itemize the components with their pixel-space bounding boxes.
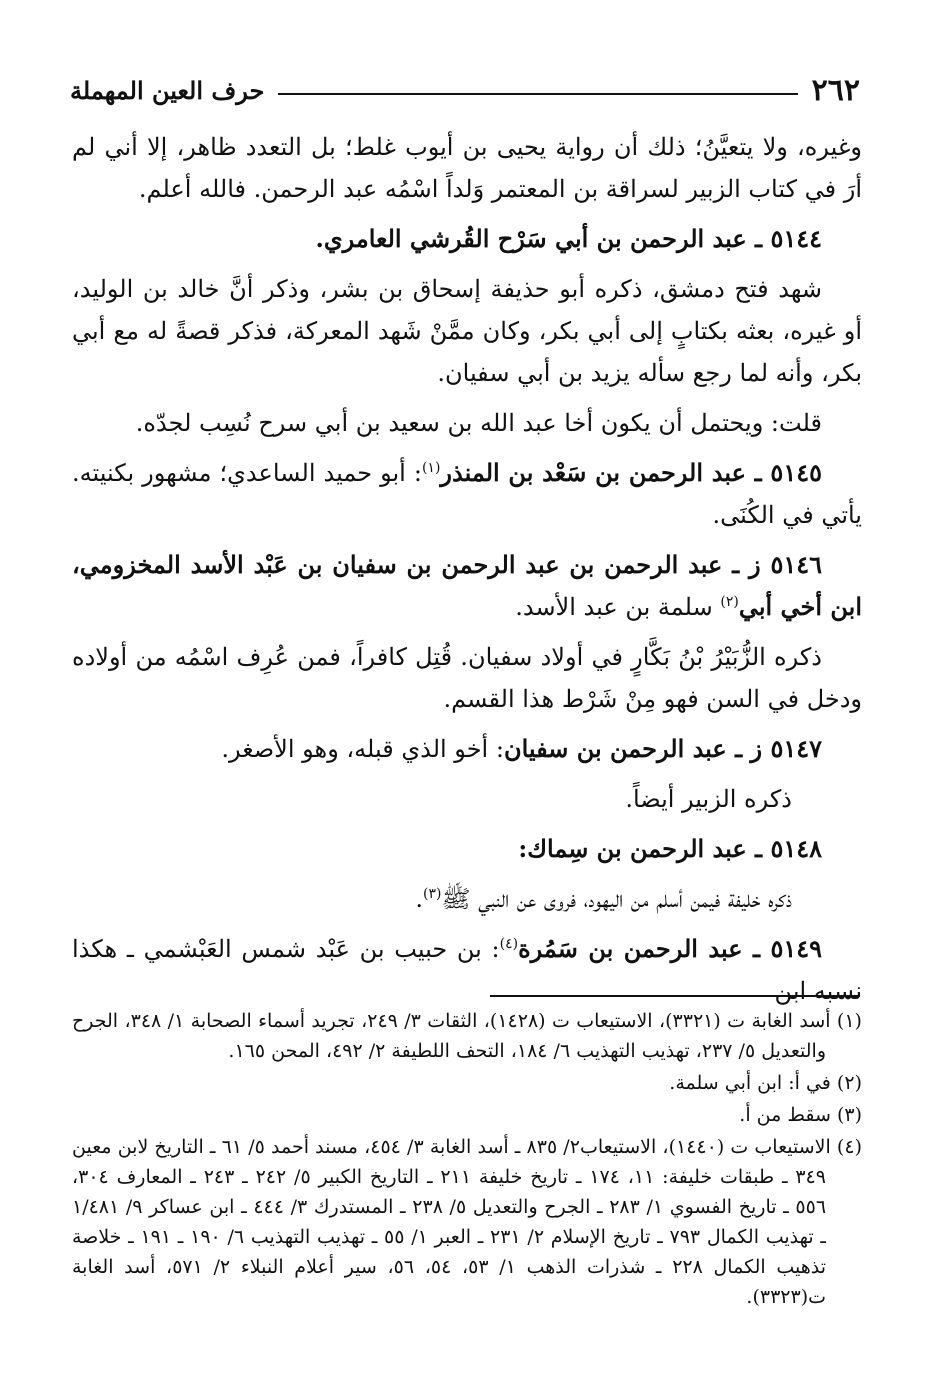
footnote-ref: (٤) <box>499 936 519 952</box>
running-title: حرف العين المهملة <box>70 75 265 105</box>
footnote-ref: (٣) <box>423 886 442 902</box>
entry-heading-5144: ٥١٤٤ ـ عبد الرحمن بن أبي سَرْح القُرشي العامري. <box>315 224 822 253</box>
paragraph: شهد فتح دمشق، ذكره أبو حذيفة إسحاق بن بشر، وذكر أنَّ خالد بن الوليد، أو غيره، بعثه بكتابٍ إلى أبي بكر، وكان ممَّنْ شَهد المعركة، فذكر قصةً له مع أبي بكر، وأنه لما رجع سأله يزيد بن أبي سفيان. <box>72 275 862 387</box>
paragraph-text: ذكره خليفة فيمن أسلم من اليهود، فروى عن النبي ﷺ <box>441 885 792 913</box>
entry-text: : بن حبيب بن عَبْد شمس العَبْشمي ـ هكذا نسبه ابن <box>72 935 862 1005</box>
footnote-separator <box>490 995 860 997</box>
entry-text: : أبو حميد الساعدي؛ مشهور بكنيته. يأتي في الكُنَى. <box>72 459 862 529</box>
paragraph <box>72 878 862 920</box>
entry-heading-5149: ٥١٤٩ ـ عبد الرحمن بن سَمُرة <box>518 934 822 963</box>
footnote-ref: (٢) <box>720 594 739 610</box>
paragraph: ذكره الزُّبَيْرُ بْنُ بَكَّارٍ في أولاد سفيان. قُتِل كافراً، فمن عُرِف اسْمُه من أولاده ودخل في السن فهو مِنْ شَرْط هذا القسم. <box>72 643 862 713</box>
entry-text: سلمة بن عبد الأسد. <box>515 593 721 621</box>
paragraph: قلت: ويحتمل أن يكون أخا عبد الله بن سعيد بن أبي سرح نُسِب لجدّه. <box>135 409 822 437</box>
entry-5149 <box>72 928 862 1012</box>
entry-5145 <box>72 452 862 536</box>
paragraph-end: . <box>415 885 424 913</box>
entry-heading-5146: ٥١٤٦ ز ـ عبد الرحمن بن عبد الرحمن بن سفيان بن عَبْد الأسد المخزومي، ابن أخي أبي <box>72 550 862 621</box>
header-rule <box>278 93 797 95</box>
page-number: ٢٦٢ <box>811 72 860 108</box>
page-header <box>70 70 860 110</box>
entry-5146 <box>72 544 862 628</box>
footnote-3: (٣) سقط من أ. <box>739 1104 862 1126</box>
entry-heading-5147: ٥١٤٧ ز ـ عبد الرحمن بن سفيان <box>503 734 822 763</box>
paragraph: وغيره، ولا يتعيَّنُ؛ ذلك أن رواية يحيى بن أيوب غلط؛ بل التعدد ظاهر، إلا أني لم أرَ في كتاب الزبير لسراقة بن المعتمر وَلداً اسْمُه عبد الرحمن. فالله أعلم. <box>72 133 862 203</box>
entry-heading-5148: ٥١٤٨ ـ عبد الرحمن بن سِماك: <box>518 834 822 863</box>
footnote-1: (١) أسد الغابة ت (٣٣٢١)، الاستيعاب ت (١٤٢٨)، الثقات ٣/ ٢٤٩، تجريد أسماء الصحابة ١/ ٣٤٨، الجرح والتعديل ٥/ ٢٣٧، تهذيب التهذيب ٦/ ١٨٤، التحف اللطيفة ٢/ ٤٩٢، المحن ١٦٥. <box>72 1010 862 1062</box>
entry-text: : أخو الذي قبله، وهو الأصغر. <box>221 735 504 763</box>
footnote-ref: (١) <box>421 460 441 476</box>
entry-5147 <box>72 728 862 770</box>
footnote-4: (٤) الاستيعاب ت (١٤٤٠)، الاستيعاب٢/ ٨٣٥ ـ أسد الغابة ٣/ ٤٥٤، مسند أحمد ٥/ ٦١ ـ التاريخ لابن معين ٣٤٩ ـ طبقات خليفة: ١١، ١٧٤ ـ تاريخ خليفة ٢١١ ـ التاريخ الكبير ٥/ ٢٤٢ ـ ٢٤٣ ـ المعارف ٣٠٤، ٥٥٦ ـ تاريخ الفسوي ١/ ٢٨٣ ـ الجرح والتعديل ٥/ ٢٣٨ ـ المستدرك ٣/ ٤٤٤ ـ ابن عساكر ٩/ ١/٤٨١ ـ تهذيب الكمال ٧٩٣ ـ تاريخ الإسلام ٢/ ٢٣١ ـ العبر ١/ ٥٥ ـ تهذيب التهذيب ٦/ ١٩٠ ـ ١٩١ ـ خلاصة تذهيب الكمال ٢٢٨ ـ شذرات الذهب ١/ ٥٣، ٥٤، ٥٦، سير أعلام النبلاء ٢/ ٥٧١، أسد الغابة ت(٣٣٢٣). <box>72 1136 862 1308</box>
footnote-2: (٢) في أ: ابن أبي سلمة. <box>669 1072 862 1094</box>
footnotes <box>72 1006 862 1314</box>
paragraph: ذكره الزبير أيضاً. <box>625 785 792 813</box>
entry-heading-5145: ٥١٤٥ ـ عبد الرحمن بن سَعْد بن المنذر <box>440 458 822 487</box>
main-text <box>72 126 862 1020</box>
